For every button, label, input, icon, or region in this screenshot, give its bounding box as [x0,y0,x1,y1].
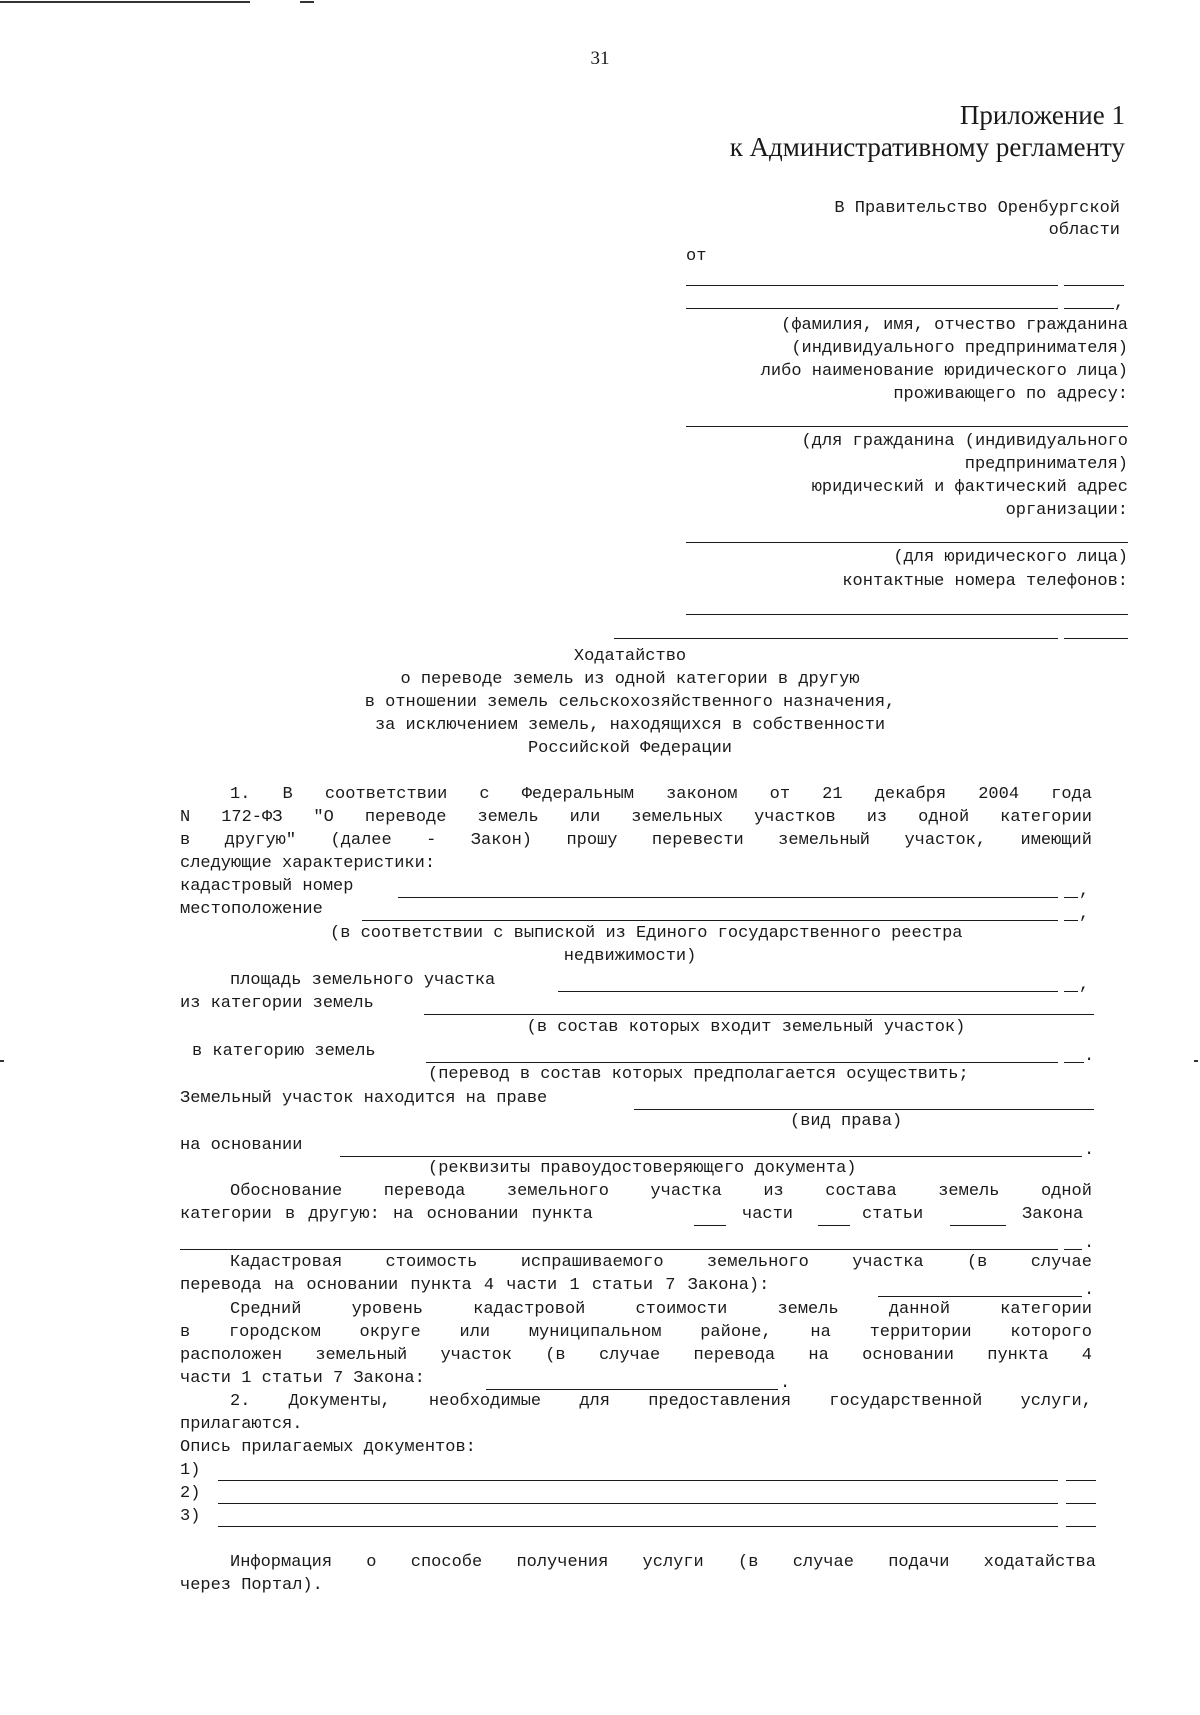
addressee-to-region: области [1048,221,1120,240]
hint-citizen-1: (для гражданина (индивидуального [801,432,1128,451]
info-line-1-word: способе [410,1553,483,1572]
petition-subtitle-3: за исключением земель, находящихся в собственности [374,716,886,735]
s1-para-line-2-word: одной [918,808,970,827]
s1-para-line-3-word: имеющий [1020,831,1092,850]
justification-line-1 [230,1180,1092,1203]
scan-mark-left [0,1060,4,1062]
right-hint: (вид права) [790,1112,903,1131]
s1-para-line-1-word: В [282,785,293,804]
s1-para-line-2-word: земель [477,808,539,827]
document-item-3-label: 3) [180,1507,201,1526]
location-label: местоположение [180,900,323,919]
avg-value-line-2-word: районе, [700,1323,772,1342]
justification-line-1-word: состава [825,1182,897,1201]
info-line-1-word: получения [516,1553,609,1572]
hint-legal: (для юридического лица) [893,548,1128,567]
cadastral-value-line-1-word: (в [966,1253,988,1272]
s1-para-line-1-word: года [1051,785,1092,804]
justification-line-1-word: из [763,1182,784,1201]
right-label: Земельный участок находится на праве [180,1089,548,1108]
info-line-1-word: случае [792,1553,854,1572]
document-item-2-field[interactable] [218,1503,1058,1504]
s1-para-line-4: следующие характеристики: [180,854,436,873]
justification-line-1-word: земельного [506,1182,609,1201]
s1-para-line-2-word: участков [754,808,836,827]
avg-value-line-1-word: категории [1000,1300,1092,1319]
avg-value-line-1-word: земель [777,1300,839,1319]
from-line-1 [686,285,1058,286]
s1-para-line-1-word: от [769,785,791,804]
avg-value-line-2-word: округе [359,1323,421,1342]
avg-value-line-2-word: на [810,1323,831,1342]
justification-extra-field[interactable] [180,1249,1058,1250]
justification-period: . [1084,1234,1095,1253]
from-line-2 [686,308,1058,309]
from-line-2b [1064,308,1114,309]
info-line-1-word: подачи [888,1553,950,1572]
avg-value-line-1 [230,1298,1092,1321]
document-item-1-field[interactable] [218,1480,1058,1481]
s1-para-line-1-word: 2004 [978,785,1020,804]
petition-subtitle-2: в отношении земель сельскохозяйственного назначения, [364,693,896,712]
location-field[interactable] [362,920,1058,921]
location-comma: , [1079,905,1090,924]
justification-extra-field-tail [1064,1249,1082,1250]
s2-para-line-1-word: необходимые [428,1392,542,1411]
to-category-hint: (перевод в состав которых предполагается осуществить; [428,1065,969,1084]
info-line-1-word: ходатайства [983,1553,1096,1572]
avg-value-period: . [780,1374,791,1393]
from-category-hint: (в состав которых входит земельный участок) [526,1018,966,1037]
cadastral-number-field[interactable] [398,897,1058,898]
s2-para-line-2: прилагаются. [180,1415,303,1434]
avg-value-line-1-word: уровень [351,1300,423,1319]
phones-line-1 [686,614,1128,615]
basis-label: на основании [180,1136,303,1155]
avg-value-line-3-word: пункта [987,1346,1049,1365]
s1-para-line-3 [180,829,1092,852]
phones-line-2 [614,638,1058,639]
document-item-3-field[interactable] [218,1526,1058,1527]
s2-para-line-1-word: Документы, [288,1392,391,1411]
to-category-field-tail [1064,1062,1084,1063]
avg-value-line-3-word: 4 [1081,1346,1092,1365]
phones-label: контактные номера телефонов: [842,572,1128,591]
document-item-2-field-tail [1066,1503,1096,1504]
cadastral-comma: , [1079,882,1090,901]
justification-line-1-word: участка [650,1182,722,1201]
avg-value-line-2-word: в [180,1323,191,1342]
s1-para-line-1-word: Федеральным [521,785,634,804]
s1-para-line-1 [230,783,1092,806]
s1-para-line-1-word: 21 [822,785,843,804]
appendix-subtitle: к Административному регламенту [729,132,1125,162]
area-label: площадь земельного участка [230,971,496,990]
avg-value-line-3-word: расположен [180,1346,283,1365]
avg-value-line-3-word: участок [440,1346,512,1365]
to-category-label: в категорию земель [192,1042,376,1061]
info-line-1 [230,1551,1096,1574]
s2-para-line-1-word: услуги, [1020,1392,1092,1411]
avg-value-line-3-word: земельный [315,1346,408,1365]
basis-period: . [1084,1141,1095,1160]
org-address-1: юридический и фактический адрес [811,478,1128,497]
cadastral-value-line-1 [230,1251,1092,1274]
avg-value-line-3-word: случае [598,1346,661,1365]
justification-part-field[interactable] [818,1225,850,1226]
s2-para-line-1-word: 2. [230,1392,251,1411]
document-item-2-label: 2) [180,1484,201,1503]
justification-line-1-word: земель [938,1182,1000,1201]
location-field-tail [1064,920,1078,921]
cadastral-value-period: . [1084,1281,1095,1300]
s1-para-line-3-word: земельный [778,831,870,850]
avg-value-line-4: части 1 статьи 7 Закона: [180,1369,425,1388]
hint-name-1: (фамилия, имя, отчество гражданина [781,316,1128,335]
hint-name-2: (индивидуального предпринимателя) [791,339,1128,358]
justification-article-label: статьи [862,1205,924,1224]
org-address-2: организации: [1005,501,1128,520]
cadastral-value-line-1-word: случае [1030,1253,1092,1272]
hint-citizen-2: предпринимателя) [964,455,1128,474]
addressee-from-label: от [686,247,707,266]
cadastral-value-line-1-word: испрашиваемого [520,1253,664,1272]
s1-para-line-2-word: или [569,808,601,827]
avg-value-line-2-word: которого [1010,1323,1092,1342]
s1-para-line-3-word: Закон) [470,831,533,850]
cadastral-value-line-1-word: земельного [706,1253,809,1272]
phones-line-2b [1064,638,1128,639]
justification-law-label: Закона [1022,1205,1084,1224]
egrn-hint-1: (в соответствии с выпиской из Единого государственного реестра [330,924,963,943]
to-category-period: . [1084,1047,1095,1066]
avg-value-line-1-word: стоимости [635,1300,728,1319]
scan-mark-right [1194,1060,1198,1062]
s1-para-line-3-word: (далее [330,831,392,850]
avg-value-line-3-word: на [808,1346,829,1365]
appendix-title: Приложение 1 [959,100,1125,130]
s1-para-line-2-word: переводе [364,808,447,827]
s2-para-line-1 [230,1390,1092,1413]
s1-para-line-2-word: N [180,808,191,827]
from-category-label: из категории земель [180,994,374,1013]
addressee-to: В Правительство Оренбургской [834,199,1120,218]
info-line-2: через Портал). [180,1576,323,1595]
avg-value-line-2 [180,1321,1092,1344]
avg-value-line-1-word: кадастровой [473,1300,586,1319]
from-category-field[interactable] [424,1014,1094,1015]
address-line [686,426,1128,427]
from-line-comma: , [1114,294,1125,313]
s1-para-line-2-word: из [866,808,888,827]
s2-para-line-1-word: для [579,1392,610,1411]
justification-line-1-word: Обоснование [230,1182,343,1201]
justification-part-label: части [742,1205,794,1224]
s1-para-line-3-word: в [180,831,191,850]
s1-para-line-2-word: 172-ФЗ [221,808,283,827]
s1-para-line-2-word: "О [313,808,334,827]
info-line-1-word: Информация [230,1553,333,1572]
document-item-1-field-tail [1066,1480,1096,1481]
s1-para-line-3-word: другую" [224,831,297,850]
cadastral-value-line-1-word: участка [852,1253,924,1272]
s1-para-line-3-word: перевести [651,831,744,850]
justification-line-1-word: перевода [383,1182,466,1201]
justification-line-1-word: одной [1040,1182,1092,1201]
s1-para-line-3-word: прошу [566,831,618,850]
avg-value-line-3 [180,1344,1092,1367]
s1-para-line-1-word: законом [666,785,738,804]
address-label: проживающего по адресу: [893,385,1128,404]
document-item-1-label: 1) [180,1461,201,1480]
cadastral-value-line-1-word: стоимость [385,1253,478,1272]
avg-value-line-2-word: городском [228,1323,321,1342]
cadastral-value-line-2: перевода на основании пункта 4 части 1 статьи 7 Закона): [180,1276,770,1295]
avg-value-line-3-word: (в [545,1346,566,1365]
scan-mark-top [0,1,250,3]
info-line-1-word: услуги [642,1553,704,1572]
area-comma: , [1079,976,1090,995]
hint-name-3: либо наименование юридического лица) [760,362,1128,381]
cadastral-value-field[interactable] [878,1296,1082,1297]
from-line-1b [1064,285,1124,286]
info-line-1-word: (в [738,1553,759,1572]
cadastral-number-field-tail [1064,897,1078,898]
petition-subtitle-4: Российской Федерации [527,739,733,758]
area-field[interactable] [558,991,1058,992]
avg-value-line-2-word: или [459,1323,491,1342]
justification-line-2: категории в другую: на основании пункта [180,1205,593,1224]
s1-para-line-3-word: - [426,831,437,850]
egrn-hint-2: недвижимости) [563,947,697,966]
s1-para-line-2 [180,806,1092,829]
basis-hint: (реквизиты правоудостоверяющего документа) [428,1159,857,1178]
scan-mark-top-small [300,1,314,3]
petition-title: Ходатайство [573,647,687,666]
s1-para-line-1-word: декабря [874,785,947,804]
avg-value-line-3-word: основании [862,1346,954,1365]
page-number: 31 [590,48,610,69]
s1-para-line-2-word: категории [1000,808,1092,827]
document-item-3-field-tail [1066,1526,1096,1527]
area-field-tail [1064,991,1078,992]
avg-value-line-2-word: муниципальном [528,1323,662,1342]
petition-subtitle-1: о переводе земель из одной категории в другую [400,670,860,689]
s1-para-line-1-word: соответствии [324,785,448,804]
avg-value-line-3-word: перевода [693,1346,776,1365]
cadastral-label: кадастровый номер [180,877,354,896]
s1-para-line-1-word: с [479,785,490,804]
info-line-1-word: о [366,1553,377,1572]
justification-point-field[interactable] [694,1225,726,1226]
cadastral-value-line-1-word: Кадастровая [230,1253,343,1272]
org-address-line [686,542,1128,543]
avg-value-line-2-word: территории [869,1323,972,1342]
s1-para-line-3-word: участок, [904,831,987,850]
avg-value-line-1-word: данной [888,1300,951,1319]
inventory-label: Опись прилагаемых документов: [180,1438,476,1457]
s1-para-line-1-word: 1. [230,785,251,804]
s2-para-line-1-word: предоставления [648,1392,792,1411]
s1-para-line-2-word: земельных [631,808,724,827]
s2-para-line-1-word: государственной [829,1392,983,1411]
avg-value-line-1-word: Средний [230,1300,302,1319]
justification-article-field[interactable] [950,1225,1006,1226]
